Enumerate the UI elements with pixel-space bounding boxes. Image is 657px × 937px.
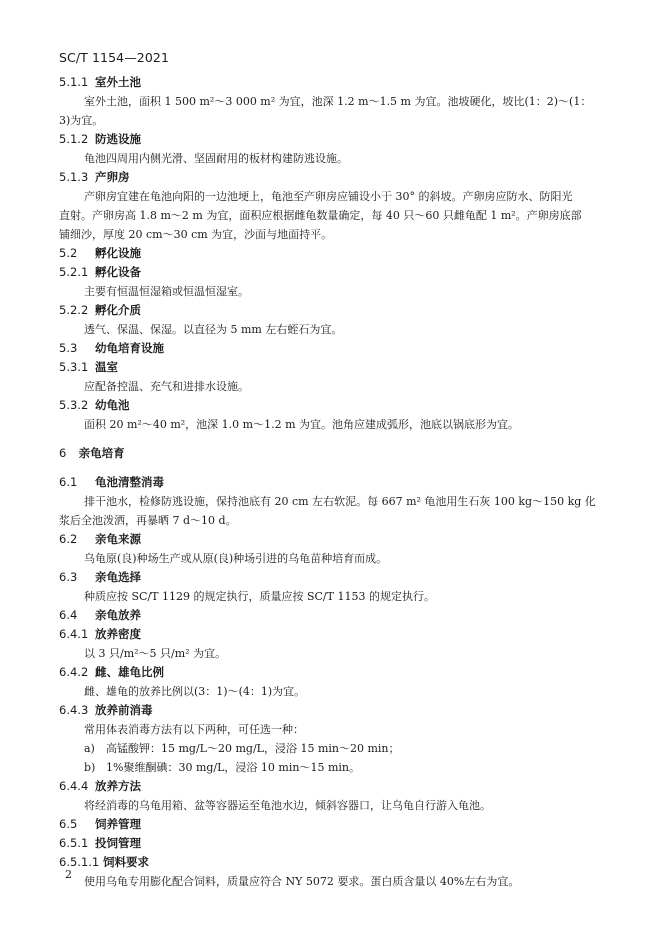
section-number: 5.1.1 [59,75,89,89]
list-item-marker: a) [84,742,95,755]
section-number: 5.1.2 [59,132,89,146]
section-number: 5.2 [59,246,78,260]
section-number: 6.5.1.1 [59,855,100,869]
section-title: 孵化介质 [95,303,141,317]
section-heading [59,663,619,682]
section-number: 5.3.1 [59,360,89,374]
list-item-text: 高锰酸钾：15 mg/L～20 mg/L，浸浴 15 min～20 min； [106,742,400,755]
section-number: 6.4.2 [59,665,89,679]
section-number: 5.3.2 [59,398,89,412]
body-text-line: 常用体表消毒方法有以下两种，可任选一种： [84,723,304,736]
body-text-line: 将经消毒的乌龟用箱、盆等容器运至龟池水边，倾斜容器口，让乌龟自行游入龟池。 [84,799,491,812]
body-text-line: 浆后全池泼洒，再暴晒 7 d～10 d。 [59,514,237,527]
section-group-6 [59,473,619,891]
section-title: 温室 [95,360,118,374]
section-number: 6.4.3 [59,703,89,717]
section-heading [59,130,619,149]
chapter-heading [59,444,619,463]
section-number: 6.4.4 [59,779,89,793]
body-text-line: 铺细沙，厚度 20 cm～30 cm 为宜，沙面与地面持平。 [59,228,333,241]
section-title: 亲龟放养 [95,608,141,622]
section-title: 孵化设施 [95,246,141,260]
section-heading [59,473,619,492]
section-title: 饲养管理 [95,817,141,831]
section-title: 防逃设施 [95,132,141,146]
section-heading [59,777,619,796]
section-heading [59,701,619,720]
section-heading [59,815,619,834]
section-number: 5.1.3 [59,170,89,184]
section-number: 6.4 [59,608,78,622]
section-heading [59,530,619,549]
chapter-number: 6 [59,446,67,460]
section-title: 雌、雄龟比例 [95,665,164,679]
section-heading [59,853,619,872]
body-text-line: 以 3 只/m²～5 只/m² 为宜。 [84,647,227,660]
section-heading [59,625,619,644]
body-text-line: 透气、保温、保湿。以直径为 5 mm 左右蛭石为宜。 [84,323,343,336]
body-text-line: 应配备控温、充气和进排水设施。 [84,380,249,393]
section-heading [59,73,619,92]
section-title: 亲龟来源 [95,532,141,546]
body-text-line: 面积 20 m²～40 m²，池深 1.0 m～1.2 m 为宜。池角应建成弧形，池底以锅底形为宜。 [84,418,519,431]
section-heading [59,301,619,320]
document-body [59,73,619,891]
section-title: 饲料要求 [103,855,149,869]
section-title: 室外土池 [95,75,141,89]
list-item [59,758,619,777]
body-text-line: 排干池水，检修防逃设施，保持池底有 20 cm 左右软泥。每 667 m² 龟池用生石灰 100 kg～150 kg 化 [84,495,596,508]
section-number: 6.1 [59,475,78,489]
section-heading [59,244,619,263]
body-text-line: 种质应按 SC/T 1129 的规定执行，质量应按 SC/T 1153 的规定执行。 [84,590,435,603]
section-number: 5.2.2 [59,303,89,317]
list-item-text: 1%聚维酮碘：30 mg/L，浸浴 10 min～15 min。 [106,761,360,774]
section-heading [59,263,619,282]
body-text-line: 3)为宜。 [59,114,104,127]
section-heading [59,606,619,625]
body-text-line: 直射。产卵房高 1.8 m～2 m 为宜，面积应根据雌龟数量确定，每 40 只～60 只雌龟配 1 m²。产卵房底部 [59,209,582,222]
body-text-line: 产卵房宜建在龟池向阳的一边池埂上，龟池至产卵房应铺设小于 30° 的斜坡。产卵房应防水、防阳光 [84,190,573,203]
body-text-line: 室外土池，面积 1 500 m²～3 000 m² 为宜，池深 1.2 m～1.5 m 为宜。池坡硬化，坡比(1：2)～(1： [84,95,592,108]
body-text-line: 乌龟原(良)种场生产或从原(良)种场引进的乌龟苗种培育而成。 [84,552,388,565]
section-title: 幼龟池 [95,398,130,412]
body-text-line: 主要有恒温恒湿箱或恒温恒湿室。 [84,285,249,298]
section-title: 孵化设备 [95,265,141,279]
section-title: 放养密度 [95,627,141,641]
document-code: SC/T 1154—2021 [59,50,170,65]
section-title: 亲龟选择 [95,570,141,584]
section-heading [59,358,619,377]
section-title: 放养方法 [95,779,141,793]
section-number: 5.2.1 [59,265,89,279]
page-number: 2 [65,868,72,881]
section-title: 产卵房 [95,170,130,184]
section-heading [59,168,619,187]
section-number: 6.5 [59,817,78,831]
body-text-line: 龟池四周用内侧光滑、坚固耐用的板材构建防逃设施。 [84,152,348,165]
section-title: 投饲管理 [95,836,141,850]
list-item-marker: b) [84,761,96,774]
section-title: 龟池清整消毒 [95,475,164,489]
section-number: 6.5.1 [59,836,89,850]
section-title: 放养前消毒 [95,703,153,717]
list-item [59,739,619,758]
section-heading [59,834,619,853]
section-heading [59,339,619,358]
section-number: 6.4.1 [59,627,89,641]
section-number: 6.2 [59,532,78,546]
section-heading [59,568,619,587]
section-title: 幼龟培育设施 [95,341,164,355]
section-heading [59,396,619,415]
body-text-line: 使用乌龟专用膨化配合饲料，质量应符合 NY 5072 要求。蛋白质含量以 40%左右为宜。 [84,875,520,888]
section-number: 6.3 [59,570,78,584]
section-number: 5.3 [59,341,78,355]
chapter-title: 亲龟培育 [78,446,125,460]
body-text-line: 雌、雄龟的放养比例以(3：1)～(4：1)为宜。 [84,685,306,698]
section-group-5 [59,73,619,434]
